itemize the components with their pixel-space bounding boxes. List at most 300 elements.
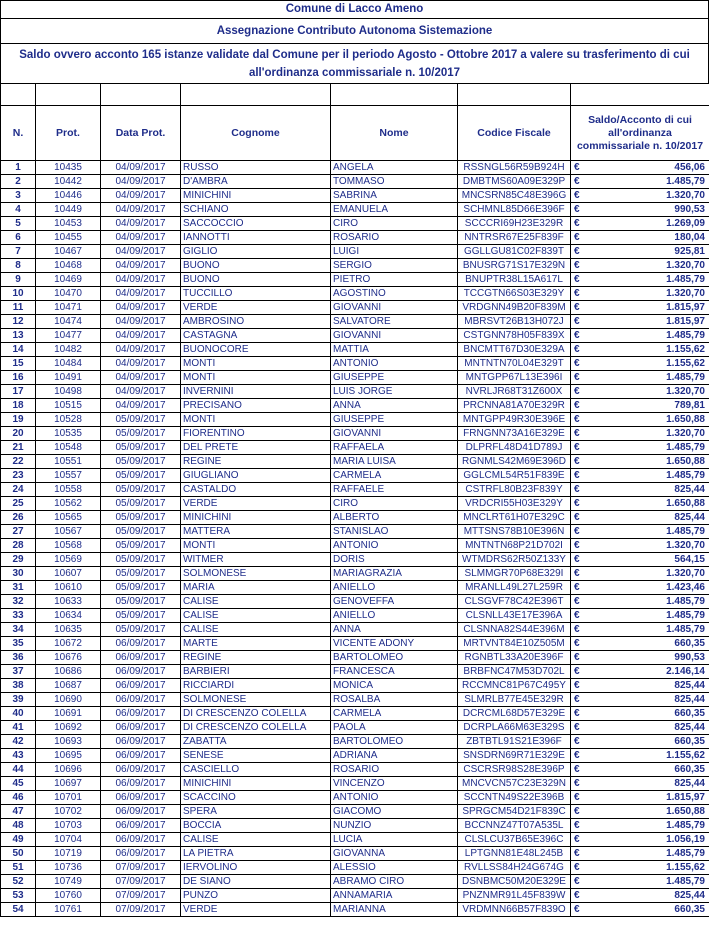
- row-amount: 564,15: [589, 553, 709, 567]
- euro-symbol: €: [571, 357, 589, 371]
- row-fiscal-code: CLSGVF78C42E396T: [458, 595, 571, 609]
- row-name: MATTIA: [331, 343, 458, 357]
- table-row: [1, 217, 709, 231]
- row-fiscal-code: FRNGNN73A16E329E: [458, 427, 571, 441]
- row-fiscal-code: ZBTBTL91S21E396F: [458, 735, 571, 749]
- row-fiscal-code: TCCGTN66S03E329Y: [458, 287, 571, 301]
- row-number: 14: [1, 343, 36, 357]
- row-date: 04/09/2017: [101, 385, 181, 399]
- table-row: [1, 511, 709, 525]
- row-prot: 10528: [36, 413, 101, 427]
- row-surname: DEL PRETE: [181, 441, 331, 455]
- euro-symbol: €: [571, 315, 589, 329]
- row-prot: 10442: [36, 175, 101, 189]
- row-name: ANTONIO: [331, 357, 458, 371]
- row-name: BARTOLOMEO: [331, 651, 458, 665]
- row-name: MARIANNA: [331, 903, 458, 917]
- row-amount: 825,44: [589, 721, 709, 735]
- row-number: 34: [1, 623, 36, 637]
- row-amount: 1.650,88: [589, 497, 709, 511]
- table-row: [1, 749, 709, 763]
- table-row: [1, 847, 709, 861]
- row-date: 04/09/2017: [101, 189, 181, 203]
- row-fiscal-code: MNTNTN68P21D702I: [458, 539, 571, 553]
- row-surname: MATTERA: [181, 525, 331, 539]
- row-name: DORIS: [331, 553, 458, 567]
- row-amount: 1.815,97: [589, 791, 709, 805]
- row-fiscal-code: RVLLSS84H24G674G: [458, 861, 571, 875]
- row-date: 04/09/2017: [101, 343, 181, 357]
- row-amount: 925,81: [589, 245, 709, 259]
- row-surname: MARTE: [181, 637, 331, 651]
- row-name: SABRINA: [331, 189, 458, 203]
- row-name: GIOVANNI: [331, 427, 458, 441]
- euro-symbol: €: [571, 777, 589, 791]
- row-name: ROSARIO: [331, 763, 458, 777]
- euro-symbol: €: [571, 413, 589, 427]
- row-prot: 10468: [36, 259, 101, 273]
- row-date: 05/09/2017: [101, 511, 181, 525]
- euro-symbol: €: [571, 875, 589, 889]
- row-prot: 10568: [36, 539, 101, 553]
- row-surname: SCHIANO: [181, 203, 331, 217]
- table-row: [1, 371, 709, 385]
- euro-symbol: €: [571, 525, 589, 539]
- row-date: 07/09/2017: [101, 903, 181, 917]
- row-amount: 990,53: [589, 651, 709, 665]
- row-date: 05/09/2017: [101, 497, 181, 511]
- row-amount: 2.146,14: [589, 665, 709, 679]
- row-number: 22: [1, 455, 36, 469]
- row-date: 05/09/2017: [101, 455, 181, 469]
- row-surname: RUSSO: [181, 161, 331, 175]
- row-fiscal-code: GGLCML54R51F839E: [458, 469, 571, 483]
- row-date: 05/09/2017: [101, 553, 181, 567]
- euro-symbol: €: [571, 665, 589, 679]
- row-name: RAFFAELE: [331, 483, 458, 497]
- row-date: 06/09/2017: [101, 665, 181, 679]
- row-date: 04/09/2017: [101, 287, 181, 301]
- row-fiscal-code: SPRGCM54D21F839C: [458, 805, 571, 819]
- row-date: 07/09/2017: [101, 889, 181, 903]
- row-name: EMANUELA: [331, 203, 458, 217]
- row-amount: 825,44: [589, 777, 709, 791]
- row-date: 07/09/2017: [101, 861, 181, 875]
- euro-symbol: €: [571, 679, 589, 693]
- row-amount: 1.485,79: [589, 875, 709, 889]
- row-number: 4: [1, 203, 36, 217]
- row-name: CARMELA: [331, 469, 458, 483]
- row-surname: INVERNINI: [181, 385, 331, 399]
- table-row: [1, 189, 709, 203]
- euro-symbol: €: [571, 819, 589, 833]
- euro-symbol: €: [571, 763, 589, 777]
- row-number: 12: [1, 315, 36, 329]
- row-date: 04/09/2017: [101, 399, 181, 413]
- row-surname: SOLMONESE: [181, 567, 331, 581]
- row-number: 39: [1, 693, 36, 707]
- header-prot: Prot.: [36, 106, 101, 161]
- row-date: 05/09/2017: [101, 609, 181, 623]
- row-name: RAFFAELA: [331, 441, 458, 455]
- row-prot: 10477: [36, 329, 101, 343]
- table-row: [1, 679, 709, 693]
- row-surname: REGINE: [181, 455, 331, 469]
- row-amount: 1.485,79: [589, 595, 709, 609]
- table-row: [1, 329, 709, 343]
- header-num: N.: [1, 106, 36, 161]
- euro-symbol: €: [571, 245, 589, 259]
- table-row: [1, 483, 709, 497]
- row-date: 05/09/2017: [101, 525, 181, 539]
- table-row: [1, 567, 709, 581]
- row-surname: MONTI: [181, 357, 331, 371]
- table-row: [1, 161, 709, 175]
- table-row: [1, 273, 709, 287]
- row-date: 06/09/2017: [101, 637, 181, 651]
- row-date: 06/09/2017: [101, 819, 181, 833]
- row-date: 04/09/2017: [101, 161, 181, 175]
- row-number: 15: [1, 357, 36, 371]
- row-fiscal-code: PRCNNA81A70E329R: [458, 399, 571, 413]
- row-date: 04/09/2017: [101, 357, 181, 371]
- row-surname: CASTAGNA: [181, 329, 331, 343]
- row-amount: 990,53: [589, 203, 709, 217]
- row-name: MONICA: [331, 679, 458, 693]
- euro-symbol: €: [571, 189, 589, 203]
- row-prot: 10633: [36, 595, 101, 609]
- row-surname: GIGLIO: [181, 245, 331, 259]
- row-date: 06/09/2017: [101, 763, 181, 777]
- row-number: 38: [1, 679, 36, 693]
- row-date: 05/09/2017: [101, 413, 181, 427]
- row-number: 46: [1, 791, 36, 805]
- row-number: 31: [1, 581, 36, 595]
- row-prot: 10701: [36, 791, 101, 805]
- table-row: [1, 343, 709, 357]
- row-prot: 10446: [36, 189, 101, 203]
- row-date: 05/09/2017: [101, 483, 181, 497]
- row-date: 05/09/2017: [101, 469, 181, 483]
- table-row: [1, 665, 709, 679]
- row-amount: 456,06: [589, 161, 709, 175]
- row-surname: SENESE: [181, 749, 331, 763]
- row-number: 42: [1, 735, 36, 749]
- row-prot: 10704: [36, 833, 101, 847]
- row-prot: 10515: [36, 399, 101, 413]
- row-date: 04/09/2017: [101, 315, 181, 329]
- row-amount: 1.320,70: [589, 539, 709, 553]
- table-row: [1, 735, 709, 749]
- table-row: [1, 833, 709, 847]
- row-prot: 10498: [36, 385, 101, 399]
- row-number: 8: [1, 259, 36, 273]
- row-fiscal-code: SLMRLB77E45E329R: [458, 693, 571, 707]
- row-surname: SPERA: [181, 805, 331, 819]
- row-prot: 10449: [36, 203, 101, 217]
- row-amount: 789,81: [589, 399, 709, 413]
- row-amount: 1.155,62: [589, 861, 709, 875]
- row-number: 24: [1, 483, 36, 497]
- table-row: [1, 497, 709, 511]
- row-surname: VERDE: [181, 903, 331, 917]
- row-prot: 10749: [36, 875, 101, 889]
- row-number: 27: [1, 525, 36, 539]
- table-row: [1, 651, 709, 665]
- euro-symbol: €: [571, 427, 589, 441]
- row-surname: FIORENTINO: [181, 427, 331, 441]
- row-number: 18: [1, 399, 36, 413]
- row-date: 04/09/2017: [101, 175, 181, 189]
- row-fiscal-code: RGNMLS42M69E396D: [458, 455, 571, 469]
- euro-symbol: €: [571, 609, 589, 623]
- row-name: BARTOLOMEO: [331, 735, 458, 749]
- row-surname: VERDE: [181, 497, 331, 511]
- row-number: 7: [1, 245, 36, 259]
- row-number: 1: [1, 161, 36, 175]
- row-date: 04/09/2017: [101, 203, 181, 217]
- row-number: 20: [1, 427, 36, 441]
- row-fiscal-code: DSNBMC50M20E329E: [458, 875, 571, 889]
- euro-symbol: €: [571, 259, 589, 273]
- row-number: 3: [1, 189, 36, 203]
- table-row: [1, 357, 709, 371]
- row-surname: DI CRESCENZO COLELLA: [181, 721, 331, 735]
- euro-symbol: €: [571, 889, 589, 903]
- row-fiscal-code: GGLLGU81C02F839T: [458, 245, 571, 259]
- header-fiscal-code: Codice Fiscale: [458, 106, 571, 161]
- row-fiscal-code: CLSNLL43E17E396A: [458, 609, 571, 623]
- row-fiscal-code: MNTGPP67L13E396I: [458, 371, 571, 385]
- table-row: [1, 553, 709, 567]
- row-number: 40: [1, 707, 36, 721]
- row-surname: DI CRESCENZO COLELLA: [181, 707, 331, 721]
- row-number: 35: [1, 637, 36, 651]
- row-prot: 10467: [36, 245, 101, 259]
- row-amount: 1.485,79: [589, 371, 709, 385]
- row-surname: REGINE: [181, 651, 331, 665]
- row-name: SERGIO: [331, 259, 458, 273]
- row-fiscal-code: SCHMNL85D66E396F: [458, 203, 571, 217]
- row-fiscal-code: RSSNGL56R59B924H: [458, 161, 571, 175]
- row-surname: SOLMONESE: [181, 693, 331, 707]
- row-fiscal-code: MTTSNS78B10E396N: [458, 525, 571, 539]
- table-row: [1, 385, 709, 399]
- row-name: PAOLA: [331, 721, 458, 735]
- euro-symbol: €: [571, 693, 589, 707]
- row-amount: 1.269,09: [589, 217, 709, 231]
- row-prot: 10736: [36, 861, 101, 875]
- row-number: 36: [1, 651, 36, 665]
- euro-symbol: €: [571, 385, 589, 399]
- row-amount: 1.650,88: [589, 805, 709, 819]
- row-date: 06/09/2017: [101, 651, 181, 665]
- row-name: MARIAGRAZIA: [331, 567, 458, 581]
- row-number: 44: [1, 763, 36, 777]
- row-prot: 10687: [36, 679, 101, 693]
- row-prot: 10676: [36, 651, 101, 665]
- table-row: [1, 805, 709, 819]
- euro-symbol: €: [571, 343, 589, 357]
- beneficiaries-table: [0, 83, 709, 917]
- row-amount: 660,35: [589, 903, 709, 917]
- row-prot: 10703: [36, 819, 101, 833]
- row-name: ABRAMO CIRO: [331, 875, 458, 889]
- row-fiscal-code: MNCSRN85C48E396G: [458, 189, 571, 203]
- row-surname: VERDE: [181, 301, 331, 315]
- row-surname: LA PIETRA: [181, 847, 331, 861]
- row-number: 33: [1, 609, 36, 623]
- euro-symbol: €: [571, 371, 589, 385]
- row-surname: WITMER: [181, 553, 331, 567]
- table-row: [1, 175, 709, 189]
- row-number: 29: [1, 553, 36, 567]
- euro-symbol: €: [571, 581, 589, 595]
- table-row: [1, 707, 709, 721]
- table-row: [1, 413, 709, 427]
- table-row: [1, 623, 709, 637]
- row-number: 48: [1, 819, 36, 833]
- row-prot: 10690: [36, 693, 101, 707]
- row-date: 04/09/2017: [101, 217, 181, 231]
- euro-symbol: €: [571, 637, 589, 651]
- row-surname: MINICHINI: [181, 777, 331, 791]
- row-prot: 10569: [36, 553, 101, 567]
- row-date: 05/09/2017: [101, 623, 181, 637]
- row-date: 06/09/2017: [101, 749, 181, 763]
- row-fiscal-code: DCRPLA66M63E329S: [458, 721, 571, 735]
- header-name: Nome: [331, 106, 458, 161]
- euro-symbol: €: [571, 469, 589, 483]
- table-header-row: [1, 106, 709, 161]
- row-number: 26: [1, 511, 36, 525]
- row-date: 04/09/2017: [101, 371, 181, 385]
- row-amount: 1.056,19: [589, 833, 709, 847]
- row-amount: 1.320,70: [589, 567, 709, 581]
- row-amount: 1.485,79: [589, 273, 709, 287]
- row-amount: 1.485,79: [589, 819, 709, 833]
- euro-symbol: €: [571, 175, 589, 189]
- row-prot: 10702: [36, 805, 101, 819]
- row-fiscal-code: DCRCML68D57E329E: [458, 707, 571, 721]
- table-row: [1, 637, 709, 651]
- row-number: 49: [1, 833, 36, 847]
- row-prot: 10691: [36, 707, 101, 721]
- row-fiscal-code: MBRSVT26B13H072J: [458, 315, 571, 329]
- row-date: 04/09/2017: [101, 273, 181, 287]
- table-row: [1, 539, 709, 553]
- row-name: LUIS JORGE: [331, 385, 458, 399]
- row-prot: 10455: [36, 231, 101, 245]
- table-row: [1, 609, 709, 623]
- row-prot: 10557: [36, 469, 101, 483]
- row-name: GENOVEFFA: [331, 595, 458, 609]
- row-name: LUIGI: [331, 245, 458, 259]
- row-fiscal-code: RGNBTL33A20E396F: [458, 651, 571, 665]
- row-surname: BUONO: [181, 259, 331, 273]
- euro-symbol: €: [571, 791, 589, 805]
- row-name: ANIELLO: [331, 609, 458, 623]
- row-amount: 660,35: [589, 735, 709, 749]
- row-surname: RICCIARDI: [181, 679, 331, 693]
- row-name: VICENTE ADONY: [331, 637, 458, 651]
- row-number: 21: [1, 441, 36, 455]
- row-number: 2: [1, 175, 36, 189]
- row-surname: IANNOTTI: [181, 231, 331, 245]
- row-date: 05/09/2017: [101, 567, 181, 581]
- row-number: 9: [1, 273, 36, 287]
- row-date: 04/09/2017: [101, 259, 181, 273]
- row-name: LUCIA: [331, 833, 458, 847]
- row-amount: 825,44: [589, 483, 709, 497]
- row-prot: 10474: [36, 315, 101, 329]
- row-number: 30: [1, 567, 36, 581]
- row-surname: PUNZO: [181, 889, 331, 903]
- row-date: 06/09/2017: [101, 721, 181, 735]
- row-fiscal-code: SNSDRN69R71E329E: [458, 749, 571, 763]
- row-fiscal-code: MNCVCN57C23E329N: [458, 777, 571, 791]
- row-date: 04/09/2017: [101, 329, 181, 343]
- row-date: 06/09/2017: [101, 735, 181, 749]
- row-name: VINCENZO: [331, 777, 458, 791]
- row-amount: 1.815,97: [589, 301, 709, 315]
- row-number: 25: [1, 497, 36, 511]
- row-prot: 10635: [36, 623, 101, 637]
- row-date: 05/09/2017: [101, 581, 181, 595]
- row-fiscal-code: CSTGNN78H05F839X: [458, 329, 571, 343]
- row-surname: MARIA: [181, 581, 331, 595]
- row-name: SALVATORE: [331, 315, 458, 329]
- table-row: [1, 581, 709, 595]
- row-name: TOMMASO: [331, 175, 458, 189]
- table-row: [1, 301, 709, 315]
- euro-symbol: €: [571, 707, 589, 721]
- row-prot: 10551: [36, 455, 101, 469]
- row-name: ANNA: [331, 623, 458, 637]
- row-surname: GIUGLIANO: [181, 469, 331, 483]
- row-name: PIETRO: [331, 273, 458, 287]
- table-row: [1, 903, 709, 917]
- row-amount: 1.320,70: [589, 259, 709, 273]
- row-amount: 180,04: [589, 231, 709, 245]
- row-number: 51: [1, 861, 36, 875]
- row-amount: 1.155,62: [589, 343, 709, 357]
- row-number: 41: [1, 721, 36, 735]
- table-body: [1, 161, 709, 917]
- row-name: AGOSTINO: [331, 287, 458, 301]
- row-fiscal-code: VRDGNN49B20F839M: [458, 301, 571, 315]
- euro-symbol: €: [571, 749, 589, 763]
- table-row: [1, 889, 709, 903]
- row-name: GIACOMO: [331, 805, 458, 819]
- row-fiscal-code: SCCNTN49S22E396B: [458, 791, 571, 805]
- row-fiscal-code: SCCCRI69H23E329R: [458, 217, 571, 231]
- row-prot: 10453: [36, 217, 101, 231]
- row-date: 06/09/2017: [101, 679, 181, 693]
- euro-symbol: €: [571, 553, 589, 567]
- row-prot: 10567: [36, 525, 101, 539]
- row-fiscal-code: MNTGPP49R30E396E: [458, 413, 571, 427]
- row-number: 37: [1, 665, 36, 679]
- row-amount: 825,44: [589, 889, 709, 903]
- row-fiscal-code: RCCMNC81P67C495Y: [458, 679, 571, 693]
- euro-symbol: €: [571, 329, 589, 343]
- row-amount: 1.485,79: [589, 847, 709, 861]
- document-subtitle: Assegnazione Contributo Autonoma Sistemazione: [0, 18, 709, 43]
- euro-symbol: €: [571, 231, 589, 245]
- euro-symbol: €: [571, 161, 589, 175]
- table-row: [1, 315, 709, 329]
